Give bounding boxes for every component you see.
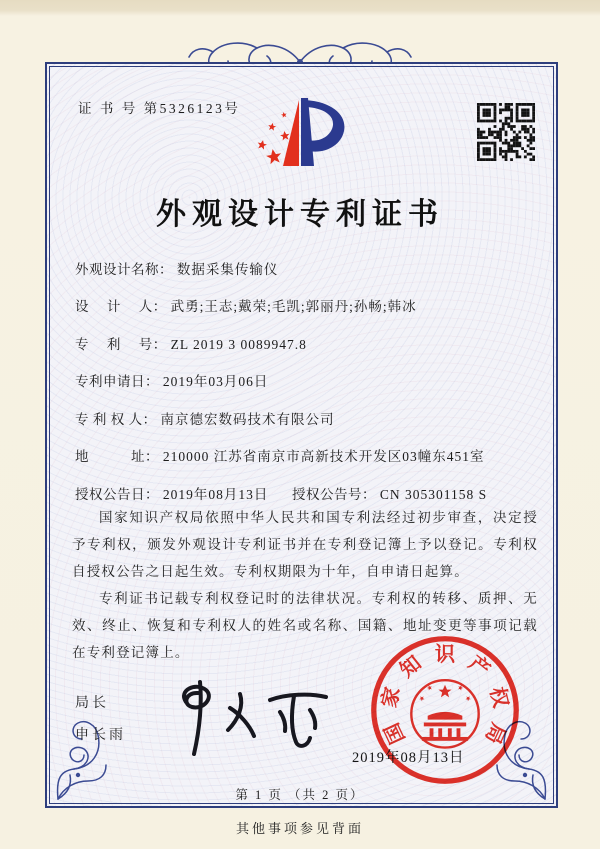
grant-no-label: 授权公告号： — [292, 487, 376, 502]
field-row-designers — [75, 295, 538, 315]
field-value: 武勇;王志;戴荣;毛凯;郭丽丹;孙畅;韩冰 — [170, 299, 417, 314]
field-value: 数据采集传输仪 — [176, 262, 279, 277]
grant-no-value: CN 305301158 S — [379, 487, 488, 502]
field-label: 专 利 号： — [75, 337, 167, 352]
svg-text:产: 产 — [464, 652, 494, 682]
field-label: 专利申请日： — [75, 374, 159, 389]
field-value: 210000 江苏省南京市高新技术开发区03幢东451室 — [162, 449, 485, 464]
svg-text:国: 国 — [381, 719, 410, 748]
grant-date-value: 2019年08月13日 — [162, 487, 269, 502]
field-label: 地 址： — [75, 449, 159, 464]
seal-date: 2019年08月13日 — [352, 750, 465, 766]
field-label: 专 利 权 人： — [75, 412, 157, 427]
field-row-address — [75, 445, 538, 465]
svg-text:家: 家 — [378, 685, 405, 710]
field-value: 2019年03月06日 — [162, 374, 269, 389]
director-title: 局长 — [75, 696, 109, 711]
national-emblem-icon — [411, 680, 478, 747]
field-label: 设 计 人： — [75, 299, 167, 314]
legal-paragraph-2: 专利证书记载专利权登记时的法律状况。专利权的转移、质押、无效、终止、恢复和专利权人的姓名或名称、国籍、地址变更等事项记载在专利登记簿上。 — [72, 591, 538, 660]
certificate-title: 外观设计专利证书 — [156, 198, 444, 231]
legal-paragraph-1: 国家知识产权局依照中华人民共和国专利法经过初步审查，决定授予专利权，颁发外观设计专利证书并在专利登记簿上予以登记。专利权自授权公告之日起生效。专利权期限为十年，自申请日起算。 — [72, 510, 538, 579]
signature-handwriting — [152, 676, 352, 760]
field-row-filing-date — [75, 370, 538, 390]
cnipa-patent-logo-icon — [245, 92, 355, 174]
page-number: 第 1 页 （共 2 页） — [235, 788, 365, 802]
svg-text:局: 局 — [480, 719, 509, 748]
certificate-number: 证 书 号 第5326123号 — [78, 101, 241, 116]
svg-text:识: 识 — [434, 644, 456, 667]
field-row-patentee — [75, 408, 538, 428]
qr-code — [477, 103, 535, 161]
field-value: ZL 2019 3 0089947.8 — [170, 337, 307, 352]
field-value: 南京德宏数码技术有限公司 — [160, 412, 335, 427]
field-label: 外观设计名称： — [75, 262, 173, 277]
svg-text:知: 知 — [396, 652, 426, 682]
field-row-design-name — [75, 258, 538, 278]
grant-date-label: 授权公告日： — [75, 487, 159, 502]
field-row-grant — [75, 483, 538, 503]
footer-note: 其他事项参见背面 — [235, 821, 364, 836]
field-row-patent-number — [75, 333, 538, 353]
svg-text:权: 权 — [485, 685, 512, 710]
director-name: 申长雨 — [75, 728, 126, 743]
